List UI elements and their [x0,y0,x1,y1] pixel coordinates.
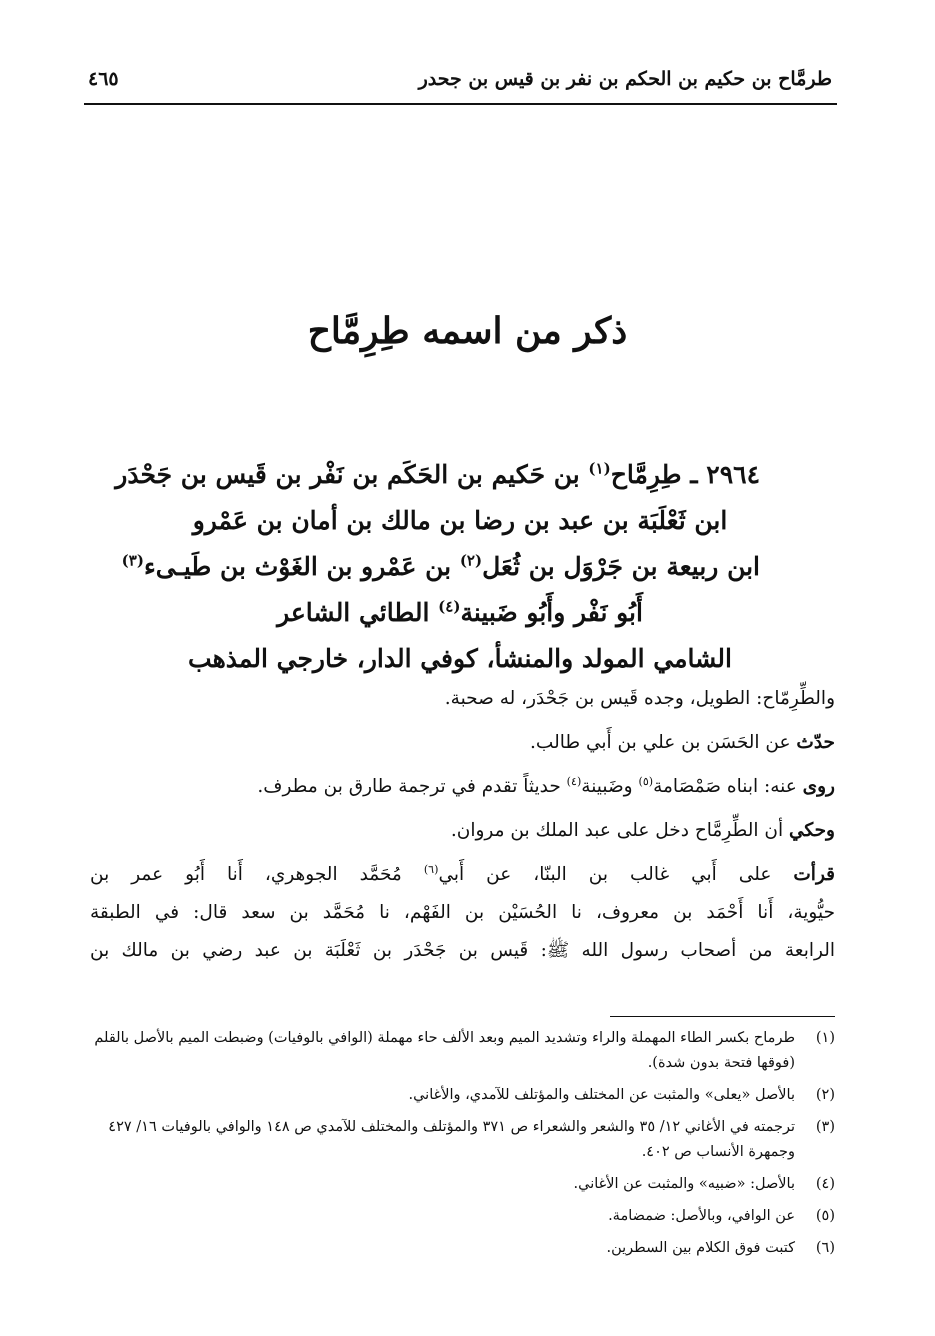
text-line [90,856,835,894]
running-header: طرمَّاح بن حكيم بن الحكم بن نفر بن قيس بن جحدر [418,68,832,90]
paragraph-text: وضَبينة [581,776,639,797]
entry-lineage: بن عَمْرو بن الغَوْث بن طَيـىء [143,552,460,581]
footnote-text: ترجمته في الأغاني ١٢/ ٣٥ والشعر والشعراء ص ٣٧١ والمؤتلف والمختلف للآمدي ص ١٤٨ والوافي بالوفيات ١٦/ ٤٢٧ وجمهرة الأنساب ص ٤٠٢. [108,1119,795,1160]
footnote [90,1172,835,1197]
paragraph-narrated [90,724,835,762]
paragraph-text: مُحَمَّد الجوهري، أَنا أَبُو عمر بن [90,864,424,885]
footnote-ref: (٦) [423,862,439,876]
footnote-ref: (١) [588,459,611,478]
paragraph-anecdote [90,812,835,850]
entry-heading-line-1 [115,452,760,498]
keyword: قرأت [793,864,835,885]
footnote-text: كتبت فوق الكلام بين السطرين. [606,1240,795,1256]
footnote-rule [610,1016,835,1017]
entry-heading-line-2: ابن ثَعْلَبَة بن عبد بن رضا بن مالك بن أمان بن عَمْرو [192,506,728,535]
footnote-ref: (٣) [121,551,144,570]
footnote-text: بالأصل «يعلى» والمثبت عن المختلف والمؤتلف للآمدي، والأغاني. [408,1087,795,1103]
entry-heading-line-5: الشامي المولد والمنشأ، كوفي الدار، خارجي المذهب [188,644,732,673]
footnote-text: عن الوافي، وبالأصل: ضمضامة. [608,1208,795,1224]
paragraph-narrators [90,768,835,806]
entry-heading-line-3 [121,544,760,590]
footnote [90,1026,835,1076]
entry-lineage: بن حَكيم بن الحَكَم بن نَفْر بن قَيس بن جَحْدَر [115,460,589,489]
footnote-text: بالأصل: «ضبيه» والمثبت عن الأغاني. [573,1176,795,1192]
paragraph-isnad [90,856,835,970]
section-title: ذكر من اسمه طِرِمَّاح [307,310,628,352]
footnote-text: طرماح بكسر الطاء المهملة والراء وتشديد الميم وبعد الألف حاء مهملة (الوافي بالوفيات) وضبطت الميم بالأصل بالقلم (فوقها فتحة بدون شدة). [94,1030,795,1071]
page-number: ٤٦٥ [88,68,119,90]
footnote-number: (٢) [815,1087,835,1103]
footnote [90,1115,835,1165]
footnote [90,1204,835,1229]
entry-heading [115,452,760,682]
keyword: روى [802,776,835,797]
footnotes [90,1026,835,1268]
text-line: حيُّوية، أَنا أَحْمَد بن معروف، نا الحُسَيْن بن الفَهْم، نا مُحَمَّد بن سعد قال: في الطبقة [90,902,835,923]
footnote [90,1236,835,1261]
header-rule [84,103,837,105]
keyword: حدّث [796,732,835,753]
entry-heading-line-4 [160,590,760,636]
footnote-number: (٣) [815,1119,835,1135]
footnote-number: (٤) [815,1176,835,1192]
keyword: وحكي [788,820,835,841]
footnote-number: (٥) [815,1208,835,1224]
footnote-ref: (٥) [638,774,654,788]
text-line: الرابعة من أصحاب رسول الله ﷺ: قَيس بن جَحْدَر بن ثَعْلَبَة بن عبد رضي بن مالك بن [90,940,835,961]
footnote-number: (١) [815,1030,835,1046]
entry-nisba: الطائي الشاعر [277,598,439,627]
paragraph-text: عنه: ابناه صَمْصَامة [653,776,803,797]
footnote-ref: (٤) [438,597,461,616]
footnote-ref: (٤) [566,774,582,788]
entry-number-name: ٢٩٦٤ ـ طِرِمَّاح [610,460,760,489]
entry-kunya: أَبُو نَفْر وأَبُو ضَبينة [460,598,643,627]
paragraph-text: على أَبي غالب بن البنّا، عن أَبي [438,864,794,885]
paragraph-definition: والطِّرِمّاح: الطويل، وجده قَيس بن جَحْدَر، له صحبة. [444,688,835,709]
paragraph-text: عن الحَسَن بن علي بن أَبي طالب. [530,732,797,753]
paragraph-text: أن الطِّرِمَّاح دخل على عبد الملك بن مروان. [450,820,789,841]
footnote-number: (٦) [815,1240,835,1256]
body-text [90,680,835,976]
footnote-ref: (٢) [459,551,483,570]
paragraph-text: حديثاً تقدم في ترجمة طارق بن مطرف. [257,776,567,797]
footnote [90,1083,835,1108]
entry-lineage: ابن ربيعة بن جَرْوَل بن ثُعَل [482,552,760,581]
